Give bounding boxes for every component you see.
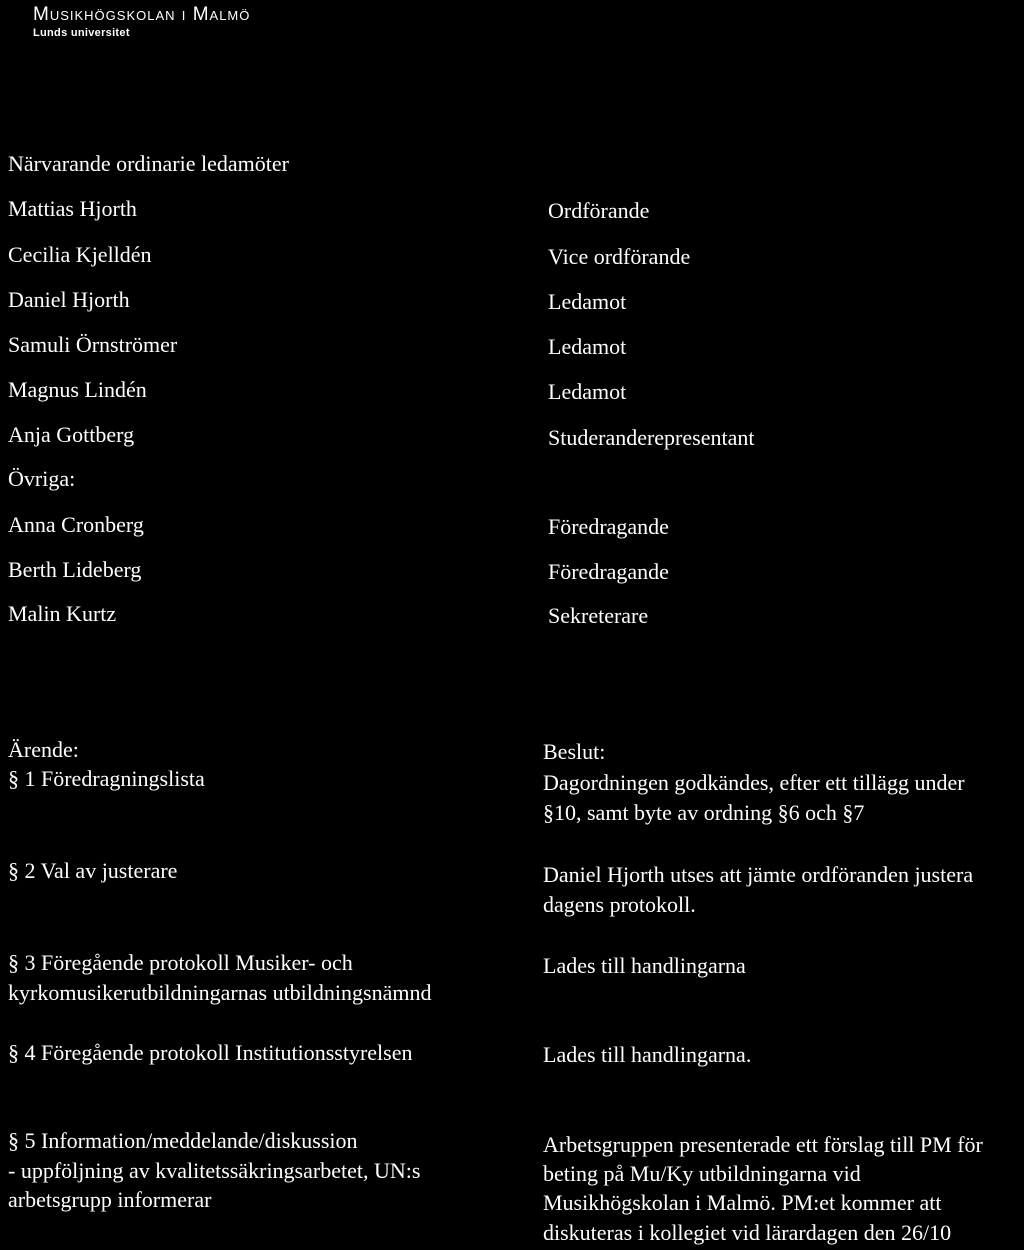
- decision-3: Lades till handlingarna: [543, 953, 746, 978]
- member-role: Ordförande: [548, 198, 650, 223]
- decision-5-line-3: Musikhögskolan i Malmö. PM:et kommer att: [543, 1190, 942, 1215]
- others-label: Övriga:: [8, 466, 76, 491]
- other-role: Sekreterare: [548, 603, 649, 628]
- decision-5-line-2: beting på Mu/Ky utbildningarna vid: [543, 1161, 861, 1186]
- decision-5-line-4: diskuteras i kollegiet vid lärardagen den 26/10: [543, 1220, 952, 1245]
- member-role: Studeranderepresentant: [548, 425, 755, 450]
- agenda-item-4: § 4 Föregående protokoll Institutionsstyrelsen: [8, 1040, 413, 1065]
- other-name: Anna Cronberg: [8, 512, 144, 537]
- agenda-item-2: § 2 Val av justerare: [8, 858, 178, 883]
- member-role: Vice ordförande: [548, 244, 691, 269]
- other-name: Malin Kurtz: [8, 601, 117, 626]
- decision-1-line-2: §10, samt byte av ordning §6 och §7: [543, 800, 865, 825]
- agenda-item-3-line-2: kyrkomusikerutbildningarnas utbildningsnämnd: [8, 980, 432, 1005]
- other-name: Berth Lideberg: [8, 557, 142, 582]
- agenda-item-5-line-1: § 5 Information/meddelande/diskussion: [8, 1128, 358, 1153]
- attendance-title: Närvarande ordinarie ledamöter: [8, 151, 289, 176]
- member-name: Cecilia Kjelldén: [8, 242, 152, 267]
- decision-2-line-2: dagens protokoll.: [543, 892, 696, 917]
- agenda-item-5-line-3: arbetsgrupp informerar: [8, 1187, 212, 1212]
- other-role: Föredragande: [548, 559, 669, 584]
- member-role: Ledamot: [548, 334, 627, 359]
- decision-4: Lades till handlingarna.: [543, 1042, 752, 1067]
- decision-1-line-1: Dagordningen godkändes, efter ett tillägg under: [543, 770, 965, 795]
- university-name: Lunds universitet: [33, 27, 130, 39]
- institution-name: Musikhögskolan i Malmö: [33, 4, 251, 25]
- decision-2-line-1: Daniel Hjorth utses att jämte ordföranden justera: [543, 862, 974, 887]
- member-name: Samuli Örnströmer: [8, 332, 178, 357]
- agenda-item-1: § 1 Föredragningslista: [8, 766, 205, 791]
- member-name: Anja Gottberg: [8, 422, 135, 447]
- member-name: Daniel Hjorth: [8, 287, 130, 312]
- member-role: Ledamot: [548, 379, 627, 404]
- member-name: Magnus Lindén: [8, 377, 147, 402]
- member-name: Mattias Hjorth: [8, 196, 137, 221]
- decision-header: Beslut:: [543, 739, 606, 764]
- member-role: Ledamot: [548, 289, 627, 314]
- other-role: Föredragande: [548, 514, 669, 539]
- matter-header: Ärende:: [8, 737, 79, 762]
- agenda-item-3-line-1: § 3 Föregående protokoll Musiker- och: [8, 950, 353, 975]
- letterhead: [33, 4, 250, 39]
- decision-5-line-1: Arbetsgruppen presenterade ett förslag till PM för: [543, 1132, 983, 1157]
- agenda-item-5-line-2: - uppföljning av kvalitetssäkringsarbetet, UN:s: [8, 1158, 421, 1183]
